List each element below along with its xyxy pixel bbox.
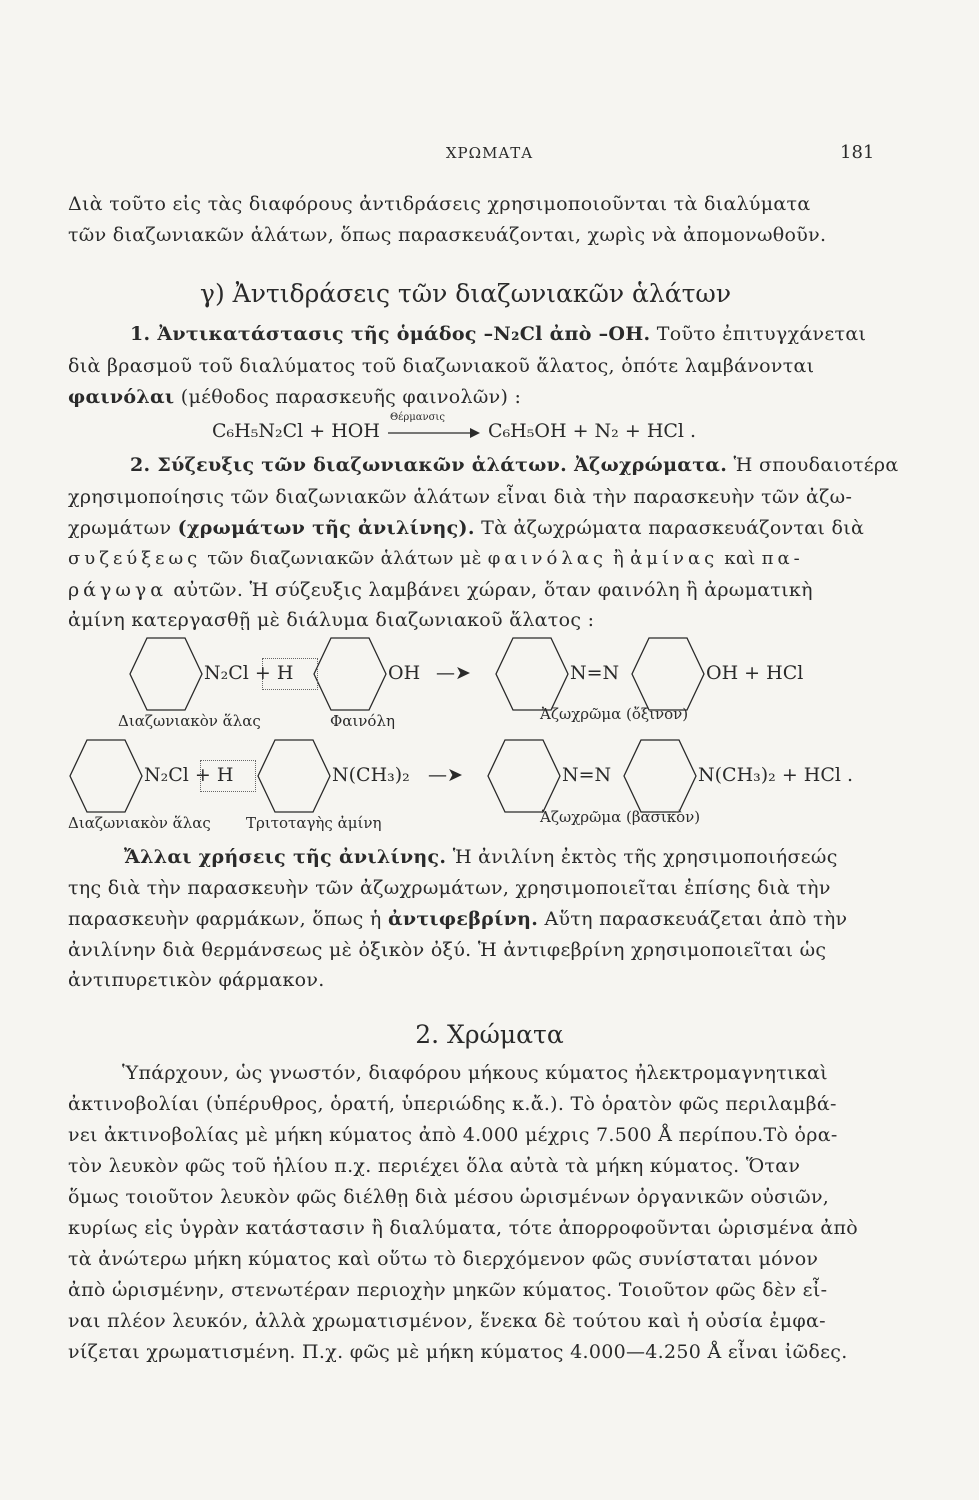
scheme2-n2cl: N₂Cl (144, 764, 189, 786)
item1-title: 1. Ἀντικατάστασις τῆς ὁμάδος –N₂Cl ἀπὸ –OH. (130, 323, 651, 345)
eq-arrow (386, 412, 482, 442)
scheme1-products: OH + HCl (706, 662, 804, 684)
scheme1-plus: + (254, 662, 271, 684)
item2-line-5 (68, 579, 813, 601)
item2-line3-b: Τὰ ἀζωχρώματα παρασκευάζονται διὰ (481, 517, 865, 539)
scheme2-h: H (216, 764, 234, 786)
scheme2-arrow-icon: —➤ (428, 764, 463, 786)
page-number: 181 (840, 142, 875, 163)
intro-line-2: τῶν διαζωνιακῶν ἁλάτων, ὅπως παρασκευάζονται, χωρὶς νὰ ἀπομονωθοῦν. (68, 224, 827, 246)
scheme1-label-acid-azo-dye: Ἀζωχρῶμα (ὄξινον) (540, 705, 689, 723)
benzene-ring-icon (256, 738, 332, 818)
coupling-term: συζεύξεως (68, 548, 202, 569)
section2-line: ὅμως τοιοῦτον λευκὸν φῶς διέλθῃ διὰ μέσου ὡρισμένων ὀργανικῶν οὐσιῶν, (68, 1186, 830, 1208)
item1-line-1 (130, 323, 866, 345)
section2-line: ἀκτινοβολίαι (ὑπέρυθρος, ὁρατή, ὑπεριώδης κ.ἄ.). Τὸ ὁρατὸν φῶς περιλαμβά- (68, 1093, 837, 1115)
scheme1-label-phenol: Φαινόλη (330, 712, 395, 730)
eq-plus-2: + (572, 420, 589, 442)
item2-line3-a: χρωμάτων (68, 517, 172, 539)
eq-plus-1: + (309, 420, 326, 442)
section2-line: ἀπὸ ὡρισμένην, στενωτέραν περιοχὴν μηκῶν κύματος. Τοιοῦτον φῶς δὲν εἶ- (68, 1279, 828, 1301)
scheme2-label-tertiary-amine: Τριτοταγὴς ἀμίνη (246, 814, 382, 832)
other-uses-line-3 (68, 908, 847, 930)
phenols-spaced: φαινόλας (487, 548, 607, 569)
section2-line: τὸν λευκὸν φῶς τοῦ ἡλίου π.χ. περιέχει ὅλα αὐτὰ τὰ μήκη κύματος. Ὅταν (68, 1155, 801, 1177)
other-uses-line1-rest: Ἡ ἀνιλίνη ἐκτὸς τῆς χρησιμοποιήσεώς (452, 846, 838, 868)
scheme2-diazonium-group (144, 764, 233, 786)
other-uses-line-1 (124, 846, 838, 868)
section2-line: τὰ ἀνώτερω μήκη κύματος καὶ οὕτω τὸ διερχόμενον φῶς συνίσταται μόνον (68, 1248, 819, 1270)
benzene-ring-icon (630, 636, 706, 716)
scheme2-plus: + (194, 764, 211, 786)
eq-plus-3: + (624, 420, 641, 442)
benzene-ring-icon (486, 738, 562, 818)
derivatives-spaced-start: πα- (761, 548, 804, 569)
item1-line-2: διὰ βρασμοῦ τοῦ διαλύματος τοῦ διαζωνιακοῦ ἅλατος, ὁπότε λαμβάνονται (68, 355, 815, 377)
other-uses-line3-a: παρασκευὴν φαρμάκων, ὅπως ἡ (68, 908, 382, 930)
amines-spaced: ἀμίνας (630, 548, 719, 569)
item1-line-3 (68, 386, 521, 408)
item2-line-6: ἀμίνη κατεργασθῇ μὲ διάλυμα διαζωνιακοῦ ἅλατος : (68, 609, 595, 631)
section-g-title: γ) Ἀντιδράσεις τῶν διαζωνιακῶν ἁλάτων (200, 279, 732, 308)
scheme2-products: N(CH₃)₂ + HCl . (698, 764, 854, 786)
item2-line4-c: καὶ (724, 548, 756, 569)
scheme2-dimethylamino: N(CH₃)₂ (332, 764, 410, 786)
other-uses-line3-b: Αὕτη παρασκευάζεται ἀπὸ τὴν (544, 908, 848, 930)
benzene-ring-icon (494, 636, 570, 716)
aniline-dyes-term: (χρωμάτων τῆς ἀνιλίνης). (177, 517, 475, 539)
scheme1-oh: OH (388, 662, 421, 684)
scheme2-label-diazonium: Διαζωνιακὸν ἅλας (68, 814, 211, 832)
other-uses-line-4: ἀνιλίνην διὰ θερμάνσεως μὲ ὀξικὸν ὀξύ. Ἡ ἀντιφεβρίνη χρησιμοποιεῖται ὡς (68, 939, 827, 961)
scheme1-label-diazonium: Διαζωνιακὸν ἅλας (118, 712, 261, 730)
antifebrin-term: ἀντιφεβρίνη. (387, 908, 539, 930)
item2-title: 2. Σύζευξις τῶν διαζωνιακῶν ἁλάτων. Ἀζωχρώματα. (130, 454, 728, 476)
item2-line1-rest: Ἡ σπουδαιοτέρα (733, 454, 899, 476)
eq-product-3: HCl . (646, 420, 697, 442)
phenols-term: φαινόλαι (68, 386, 175, 408)
section2-line: Ὑπάρχουν, ὡς γνωστόν, διαφόρου μήκους κύματος ἠλεκτρομαγνητικαὶ (122, 1062, 828, 1084)
scheme2-azo-link: N=N (562, 764, 612, 786)
other-uses-title: Ἄλλαι χρήσεις τῆς ἀνιλίνης. (124, 846, 447, 868)
item2-line-4 (68, 548, 804, 569)
eq-reactant-1: C₆H₅N₂Cl (212, 420, 304, 442)
item2-line4-b: ἢ (613, 548, 625, 569)
other-uses-line-2: της διὰ τὴν παρασκευὴν τῶν ἀζωχρωμάτων, χρησιμοποιεῖται ἐπίσης διὰ τὴν (68, 877, 831, 899)
benzene-ring-icon (128, 636, 204, 716)
item1-line3-rest: (μέθοδος παρασκευῆς φαινολῶν) : (180, 386, 522, 408)
scheme1-diazonium-group (204, 662, 293, 684)
eq-product-1: C₆H₅OH (488, 420, 567, 442)
benzene-ring-icon (312, 636, 388, 716)
item2-line-3 (68, 517, 864, 539)
item2-line5-rest: αὐτῶν. Ἡ σύζευξις λαμβάνει χώραν, ὅταν φαινόλη ἢ ἀρωματικὴ (173, 579, 813, 601)
running-title: ΧΡΩΜΑΤΑ (445, 144, 534, 162)
scheme1-n2cl: N₂Cl (204, 662, 249, 684)
arrow-icon (386, 422, 482, 442)
section-2-title: 2. Χρώματα (415, 1020, 564, 1049)
other-uses-line-5: ἀντιπυρετικὸν φάρμακον. (68, 969, 325, 991)
section2-line: κυρίως εἰς ὑγρὰν κατάστασιν ἢ διαλύματα, τότε ἀπορροφοῦνται ὡρισμένα ἀπὸ (68, 1217, 858, 1239)
section2-line: ναι πλέον λευκόν, ἀλλὰ χρωματισμένον, ἕνεκα δὲ τούτου καὶ ἡ οὐσία ἐμφα- (68, 1310, 826, 1332)
item2-line-2: χρησιμοποίησις τῶν διαζωνιακῶν ἁλάτων εἶναι διὰ τὴν παρασκευὴν τῶν ἀζω- (68, 486, 853, 508)
benzene-ring-icon (68, 738, 144, 818)
intro-line-1: Διὰ τοῦτο εἰς τὰς διαφόρους ἀντιδράσεις χρησιμοποιοῦνται τὰ διαλύματα (68, 193, 811, 215)
scheme1-azo-link: N=N (570, 662, 620, 684)
section2-line: νίζεται χρωματισμένη. Π.χ. φῶς μὲ μήκη κύματος 4.000—4.250 Å εἶναι ἰῶδες. (68, 1341, 848, 1363)
eq-product-2: N₂ (594, 420, 619, 442)
benzene-ring-icon (622, 738, 698, 818)
section2-line: νει ἀκτινοβολίας μὲ μήκη κύματος ἀπὸ 4.000 μέχρις 7.500 Å περίπου.Τὸ ὁρα- (68, 1124, 838, 1146)
item2-line4-a: τῶν διαζωνιακῶν ἁλάτων μὲ (207, 548, 482, 569)
item1-line1-rest: Τοῦτο ἐπιτυγχάνεται (656, 323, 867, 345)
scheme1-arrow-icon: —➤ (436, 662, 471, 684)
scheme1-h: H (276, 662, 294, 684)
equation-1 (212, 412, 697, 442)
scheme2-label-basic-azo-dye: Ἀζωχρῶμα (βασικὸν) (540, 808, 701, 826)
item2-line-1 (130, 454, 899, 476)
eq-reactant-2: HOH (331, 420, 380, 442)
eq-arrow-label: Θέρμανσις (389, 412, 445, 423)
derivatives-spaced-end: ράγωγα (68, 579, 168, 601)
